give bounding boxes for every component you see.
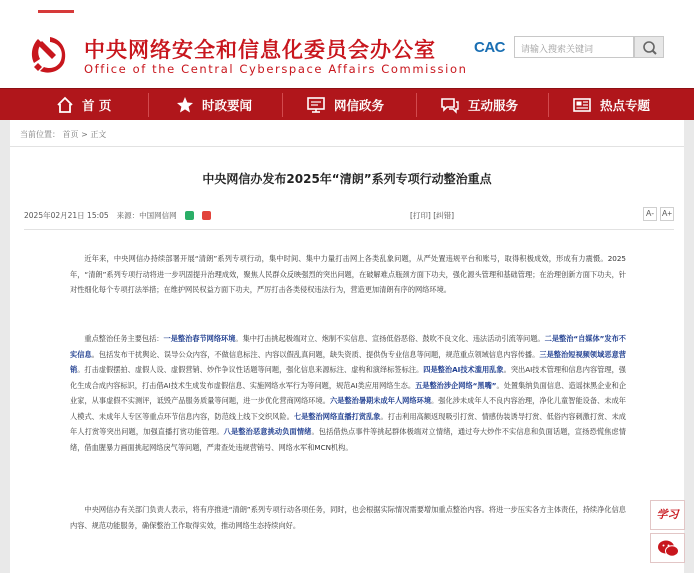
breadcrumb-separator: > xyxy=(81,130,88,139)
site-subtitle: Office of the Central Cyberspace Affairs Commission xyxy=(84,62,468,76)
highlight-task: 八是整治恶意挑动负面情绪 xyxy=(223,427,312,436)
breadcrumb-label: 当前位置： xyxy=(20,130,60,139)
nav-divider xyxy=(416,93,417,117)
main-nav xyxy=(0,88,694,120)
paragraph-text: 。突出AI技术管理和信息内容管理，强化生成合成内容标识，打击借AI技术生成发布虚假信息、实施网络水军行为等问题，规范AI类应用网络生态。 xyxy=(70,365,626,390)
study-float-button[interactable]: 学习 xyxy=(650,500,685,530)
article-meta xyxy=(24,210,211,221)
print-link[interactable]: [打印] xyxy=(410,211,431,220)
paragraph-text: 。集中打击挑起极端对立、炮制不实信息、宣扬低俗恶俗、鼓吹不良文化、违法活动引流等问题。 xyxy=(235,334,545,343)
top-strip xyxy=(0,0,694,30)
breadcrumb-home-link[interactable]: 首页 xyxy=(62,130,79,139)
wechat-float-button[interactable] xyxy=(650,533,685,563)
highlight-task: 六是整治暑期未成年人网络环境 xyxy=(329,396,432,405)
highlight-task: 二是整治“自媒体”发布不实信息 xyxy=(70,334,626,359)
correct-link[interactable]: [纠错] xyxy=(433,211,455,220)
paragraph-text: 。强化涉未成年人不良内容治理，净化儿童智能设备、未成年人模式、未成年人专区等重点环节信息内容，防范线上线下交织风险。 xyxy=(70,396,626,421)
divider xyxy=(10,146,684,147)
paragraph-text: 重点整治任务主要包括： xyxy=(84,334,164,343)
article-title: 中央网信办发布2025年“清朗”系列专项行动整治重点 xyxy=(202,172,492,186)
source-name: 中国网信网 xyxy=(139,211,177,220)
publish-date: 2025年02月21日 15:05 xyxy=(24,211,109,220)
search-button[interactable] xyxy=(634,36,664,58)
nav-item-home[interactable] xyxy=(56,89,111,121)
article-paragraph-2 xyxy=(70,331,626,455)
nav-item-affairs[interactable] xyxy=(306,89,384,121)
paragraph-text: 。处置集纳负面信息、造谣抹黑企业和企业家，从事虚假不实测评，诋毁产品服务质量等问题，进一步优化营商网络环境。 xyxy=(70,380,627,405)
search-input[interactable]: 请输入搜索关键词 xyxy=(514,36,634,58)
nav-divider xyxy=(148,93,149,117)
search-icon xyxy=(635,37,665,59)
wechat-icon xyxy=(651,534,686,564)
article-paragraph-1: 近年来，中央网信办持续部署开展“清朗”系列专项行动，集中时间、集中力量打击网上各类乱象问题，从严处置违规平台和账号，取得积极成效，形成有力震慑。2025年，“清朗”系列专项行动将进一步巩固提升治理成效，聚焦人民群众反映强烈的突出问题，在破解难点瓶颈方面下功夫，强化源头管理和基础管理；在治理创新方面下功夫，针对性细化每个专项打法举措；在维护网民权益方面下功夫，严厉打击各类侵权违法行为，营造更加清朗有序的网络环境。 xyxy=(70,254,626,294)
highlight-task: 三是整治短视频领域恶意营销 xyxy=(70,349,626,374)
highlight-task: 七是整治网络直播打赏乱象 xyxy=(293,411,381,421)
party-emblem-icon xyxy=(28,33,72,77)
monitor-icon xyxy=(306,96,326,114)
breadcrumb xyxy=(20,129,106,140)
nav-item-label: 热点专题 xyxy=(600,98,651,113)
paragraph-text: 。包括借热点事件等挑起群体极端对立情绪，通过夸大炒作不实信息和负面话题，宣扬恐慌焦虑情绪，借血腥暴力画面挑起网络戾气等问题，严肃查处违规营销号、网络水军和MCN机构。 xyxy=(70,427,626,452)
nav-item-topics[interactable] xyxy=(572,89,650,121)
paragraph-text: 。包括发布干扰舆论、误导公众内容，不做信息标注、内容以假乱真问题，缺失资质、提供伪专业信息等问题，规范重点领域信息内容传播。 xyxy=(91,349,540,359)
breadcrumb-current: 正文 xyxy=(90,130,107,139)
nav-item-label: 网信政务 xyxy=(334,98,385,113)
newspaper-icon xyxy=(572,96,592,114)
nav-item-label: 时政要闻 xyxy=(202,98,253,113)
nav-divider xyxy=(282,93,283,117)
highlight-task: 四是整治AI技术滥用乱象 xyxy=(423,365,504,374)
nav-item-label: 互动服务 xyxy=(468,98,519,113)
home-icon xyxy=(56,96,74,114)
weibo-share-icon[interactable] xyxy=(202,211,211,220)
article-paragraph-3: 中央网信办有关部门负责人表示，将有序推进“清朗”系列专项行动各项任务，同时，也会根据实际情况需要增加重点整治内容。将进一步压实各方主体责任，持续净化信息内容、规范功能服务，确保整治工作取得实效，推动网络生态持续向好。 xyxy=(70,505,626,530)
paragraph-text: 。打击利用高额返现吸引打赏、情感伪装诱导打赏、低俗内容刺激打赏、未成年人打赏等突出问题，加强直播打赏功能管理。 xyxy=(70,411,626,436)
nav-item-interaction[interactable] xyxy=(440,89,518,121)
article-actions xyxy=(410,210,454,221)
star-icon xyxy=(176,96,194,114)
font-increase-button[interactable]: A+ xyxy=(660,207,674,221)
cac-logo[interactable]: CAC xyxy=(474,39,505,56)
nav-item-label: 首 页 xyxy=(82,98,112,113)
top-accent-line xyxy=(38,10,74,13)
site-title: 中央网络安全和信息化委员会办公室 xyxy=(84,38,436,62)
paragraph-text: 。打击虚假摆拍、虚假人设、虚假营销、炒作争议性话题等问题，强化信息来源标注、虚构和演绎标签标注。 xyxy=(77,365,424,374)
font-decrease-button[interactable]: A- xyxy=(643,207,657,221)
source-label: 来源： xyxy=(116,211,140,220)
highlight-task: 五是整治涉企网络“黑嘴” xyxy=(415,380,497,390)
nav-divider xyxy=(548,93,549,117)
chat-icon xyxy=(440,96,460,114)
divider xyxy=(24,229,674,230)
nav-item-news[interactable] xyxy=(176,89,252,121)
highlight-task: 一是整治春节网络环境 xyxy=(163,334,236,343)
wechat-share-icon[interactable] xyxy=(185,211,194,220)
